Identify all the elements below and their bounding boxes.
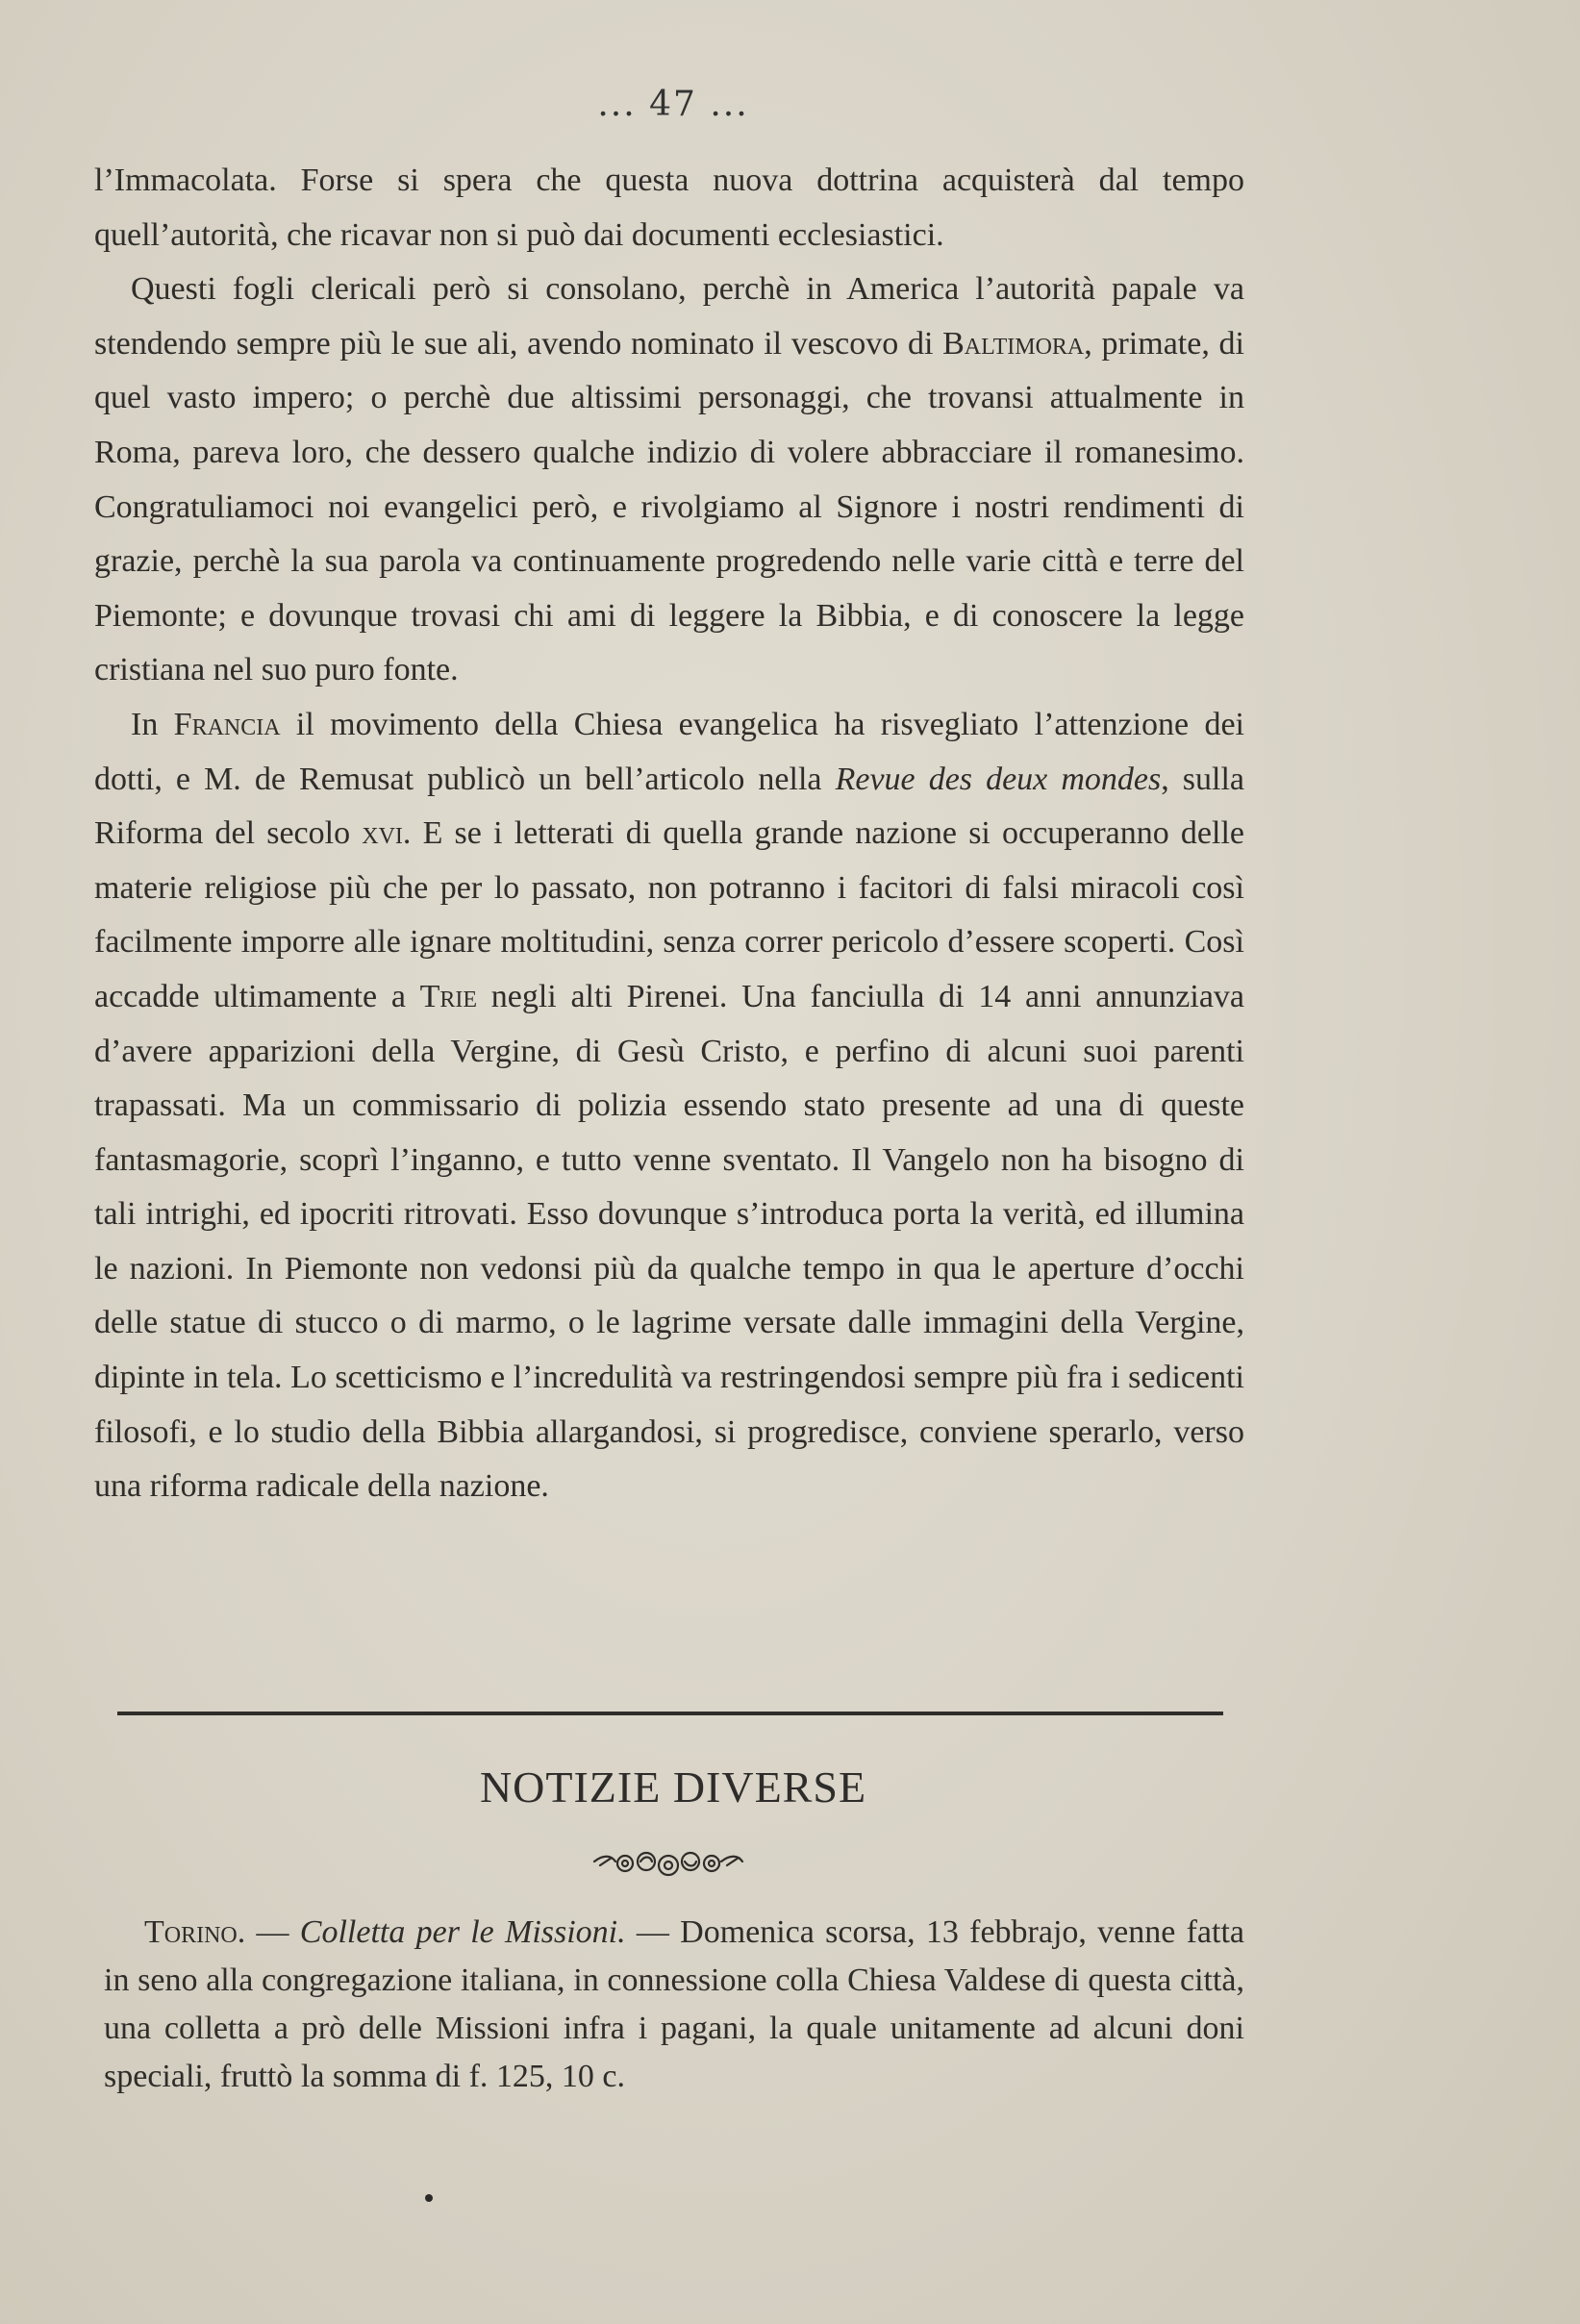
- news-notice: [104, 1909, 1244, 2101]
- small-caps-text: Torino: [144, 1914, 238, 1950]
- italic-text: Revue des deux mondes: [835, 761, 1162, 797]
- paragraph: [94, 698, 1244, 1514]
- floral-ornament-icon: [587, 1844, 750, 1883]
- paragraph: [94, 154, 1244, 262]
- section-title: NOTIZIE DIVERSE: [479, 1762, 867, 1812]
- text-run: il movimento della Chiesa evangelica ha risvegliato l’attenzione dei dotti, e M. de Remusat publicò un bell’articolo nella: [94, 706, 1244, 797]
- text-run: . —: [237, 1914, 300, 1950]
- small-caps-text: xvi: [362, 815, 403, 852]
- small-caps-text: Francia: [173, 706, 281, 742]
- paragraph: [94, 262, 1244, 698]
- text-run: l’Immacolata. Forse si spera che questa nuova dottrina acquisterà dal tempo quell’autorità, che ricavar non si può dai documenti ecclesiastici.: [94, 162, 1244, 253]
- text-run: In: [131, 706, 174, 742]
- text-run: . E se i letterati di quella grande nazione si occuperanno delle materie religiose più che per lo passato, non potranno i facitori di falsi miracoli così facilmente imporre alle ignare moltitudini, senza correr pericolo d’essere scoperti. Così accadde ultimamente a: [94, 815, 1245, 1014]
- text-run: negli alti Pirenei. Una fanciulla di 14 anni annunziava d’avere apparizioni della Vergine, di Gesù Cristo, e perfino di alcuni suoi parenti trapassati. Ma un commissario di polizia essendo stato presente ad una di queste fantasmagorie, scoprì l’inganno, e tutto venne sventato. Il Vangelo non ha bisogno di tali intrighi, ed ipocriti ritrovati. Esso dovunque s’introduca porta la verità, ed illumina le nazioni. In Piemonte non vedonsi più da qualche tempo in qua le aperture d’occhi delle statue di stucco o di marmo, o le lagrime versate dalle immagini della Vergine, dipinte in tela. Lo scetticismo e l’incredulità va restringendosi sempre più fra i sedicenti filosofi, e lo studio della Bibbia allargandosi, si progredisce, conviene sperarlo, verso una riforma radicale della nazione.: [94, 978, 1245, 1505]
- section-divider-rule: [117, 1712, 1223, 1715]
- text-run: — Domenica scorsa, 13 febbrajo, venne fatta in seno alla congregazione italiana, in connessione colla Chiesa Valdese di questa città, una colletta a prò delle Missioni infra i pagani, la quale unitamente ad alcuni doni speciali, fruttò la somma di f. 125, 10 c.: [104, 1914, 1244, 2094]
- text-run: , primate, di quel vasto impero; o perchè due altissimi personaggi, che trovansi attualmente in Roma, pareva loro, che dessero qualche indizio di volere abbracciare il romanesimo. Congratuliamoci noi evangelici però, e rivolgiamo al Signore i nostri rendimenti di grazie, perchè la sua parola va continuamente progredendo nelle varie città e terre del Piemonte; e dovunque trovasi chi ami di leggere la Bibbia, e di conoscere la legge cristiana nel suo puro fonte.: [94, 325, 1244, 688]
- article-body: [94, 154, 1244, 1514]
- small-caps-text: Baltimora: [942, 325, 1085, 362]
- ink-speck: [425, 2194, 433, 2202]
- text-run: , sulla Riforma del secolo: [94, 761, 1245, 852]
- small-caps-text: Trie: [419, 978, 478, 1014]
- notice-paragraph: [104, 1909, 1244, 2101]
- italic-text: Colletta per le Missioni.: [299, 1914, 626, 1950]
- text-run: Questi fogli clericali però si consolano, perchè in America l’autorità papale va stendendo sempre più le sue ali, avendo nominato il vescovo di: [94, 271, 1244, 362]
- page-number: ... 47 ...: [597, 85, 749, 124]
